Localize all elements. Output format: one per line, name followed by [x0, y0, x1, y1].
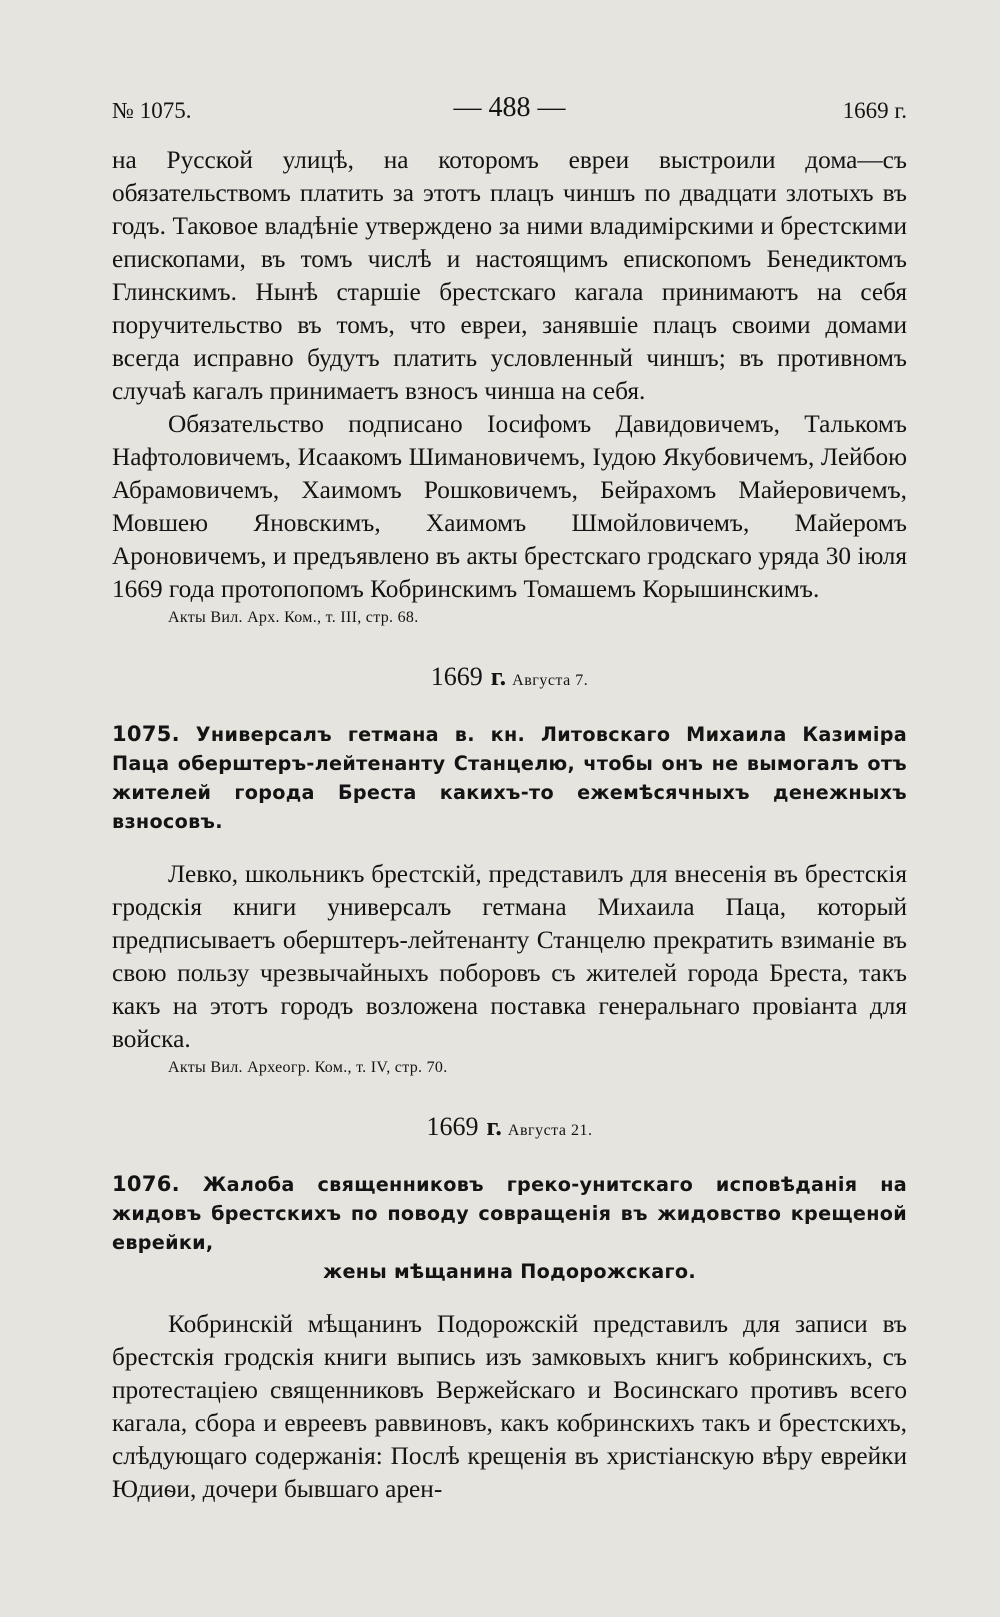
document-paragraph: Кобринскій мѣщанинъ Подорожскій представилъ для записи въ брестскія гродскія книги выпись изъ замковыхъ книгъ кобринскихъ, съ протестаціею священниковъ Вержейскаго и Восинскаго противъ всего кагала, сбора и евреевъ раввиновъ, какъ кобринскихъ такъ и брестскихъ, слѣдующаго содержанія: Послѣ крещенія въ христіанскую вѣру еврейки Юдиѳи, дочери бывшаго арен-	[112, 1310, 907, 1503]
document-number: 1076.	[112, 1172, 180, 1196]
document-number-header: № 1075.	[112, 98, 192, 123]
date-year: 1669	[426, 1112, 479, 1141]
document-title-last-line: жены мѣщанина Подорожскаго.	[323, 1260, 696, 1283]
document-title: Жалоба священниковъ греко-унитскаго исповѣданія на жидовъ брестскихъ по поводу совращенія въ жидовство крещеной еврейки,	[112, 1173, 908, 1254]
continuation-paragraph: на Русской улицѣ, на которомъ евреи выстроили дома—съ обязательствомъ платить за этотъ плацъ чиншъ по двадцати злотыхъ въ годъ. Таковое владѣніе утверждено за ними владимірскими и брестскими епископами, въ томъ числѣ и настоящимъ епископомъ Бенедиктомъ Глинскимъ. Нынѣ старшіе брестскаго кагала принимаютъ на себя поручительство въ томъ, что евреи, занявшіе плацъ своими домами всегда исправно будутъ платить условленный чиншъ; въ противномъ случаѣ кагалъ принимаетъ взносъ чинша на себя.	[112, 146, 907, 405]
date-day: Августа 7.	[512, 672, 589, 689]
date-year: 1669	[430, 662, 483, 691]
page-number: — 488 —	[453, 92, 566, 123]
year-header: 1669 г.	[842, 98, 907, 123]
document-date	[112, 1112, 907, 1146]
date-year-abbrev: г.	[486, 1112, 502, 1141]
continuation-section	[112, 144, 907, 628]
book-page	[112, 92, 907, 1592]
date-day: Августа 21.	[507, 1122, 593, 1139]
document-1075	[112, 662, 907, 1078]
running-head	[112, 92, 907, 132]
document-number: 1075.	[112, 722, 180, 746]
source-citation: Акты Вил. Археогр. Ком., т. IV, стр. 70.	[168, 1059, 448, 1076]
document-1076	[112, 1112, 907, 1506]
document-heading	[112, 1170, 907, 1286]
date-year-abbrev: г.	[490, 662, 507, 691]
source-citation: Акты Вил. Арх. Ком., т. III, стр. 68.	[168, 609, 419, 626]
signatories-paragraph: Обязательство подписано Іосифомъ Давидовичемъ, Талькомъ Нафтоловичемъ, Исаакомъ Шимановичемъ, Іудою Якубовичемъ, Лейбою Абрамовичемъ, Хаимомъ Рошковичемъ, Бейрахомъ Майеровичемъ, Мовшею Яновскимъ, Хаимомъ Шмойловичемъ, Майеромъ Ароновичемъ, и предъявлено въ акты брестскаго гродскаго уряда 30 іюля 1669 года протопопомъ Кобринскимъ Томашемъ Корышинскимъ.	[112, 410, 907, 603]
document-date	[112, 662, 907, 696]
document-title: Универсалъ гетмана в. кн. Литовскаго Михаила Казиміра Паца оберштеръ-лейтенанту Станцелю, чтобы онъ не вымогалъ отъ жителей города Бреста какихъ-то ежемѣсячныхъ денежныхъ взносовъ.	[112, 723, 907, 833]
document-heading	[112, 720, 907, 836]
document-paragraph: Левко, школьникъ брестскій, представилъ для внесенія въ брестскія гродскія книги универсалъ гетмана Михаила Паца, который предписываетъ оберштеръ-лейтенанту Станцелю прекратить взиманіе въ свою пользу чрезвычайныхъ поборовъ съ жителей города Бреста, такъ какъ на этотъ городъ возложена поставка генеральнаго провіанта для войска.	[112, 860, 907, 1053]
